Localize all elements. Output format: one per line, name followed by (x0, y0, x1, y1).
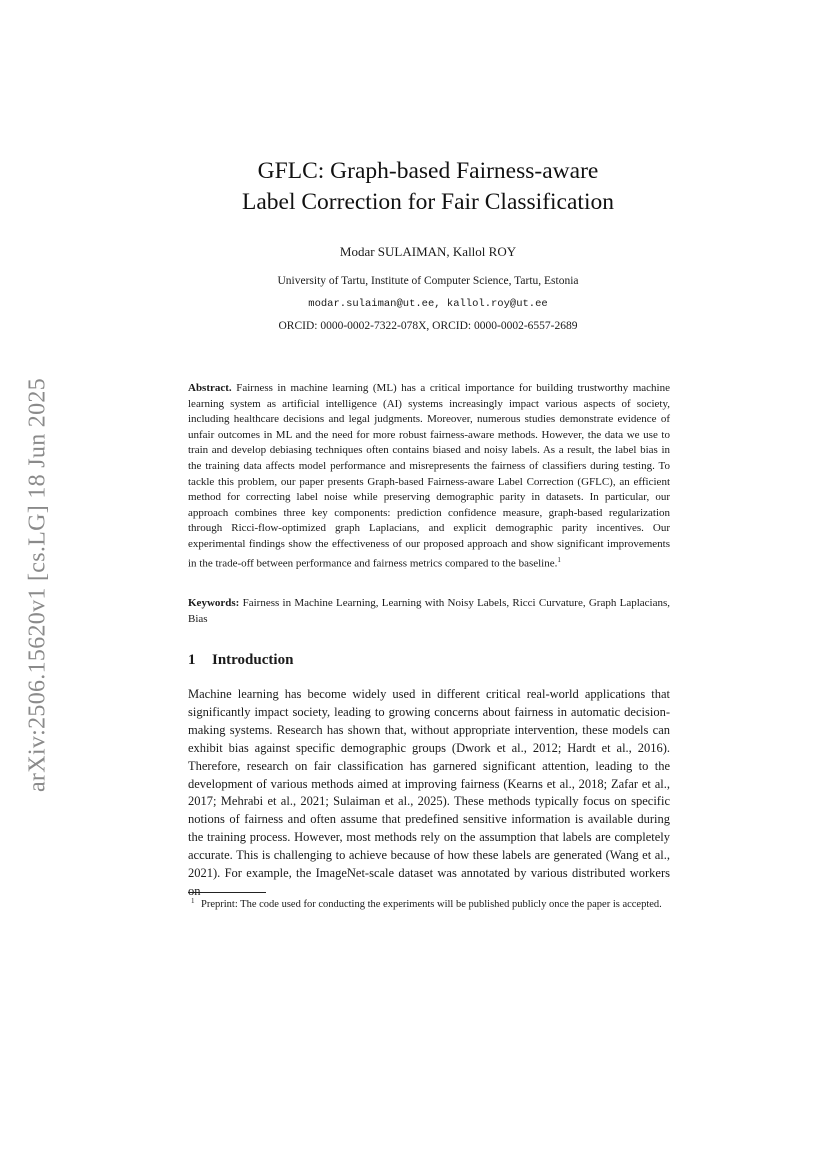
introduction-paragraph: Machine learning has become widely used in different critical real-world applications that significantly impact society, leading to growing concerns about fairness in automatic decision-making systems. Research has shown that, without appropriate intervention, these models can exhibit bias against specific demographic groups (Dwork et al., 2012; Hardt et al., 2016). Therefore, research on fair classification has garnered significant attention, leading to the development of various methods aimed at improving fairness (Kearns et al., 2018; Zafar et al., 2017; Mehrabi et al., 2021; Sulaiman et al., 2025). These methods typically focus on specific notions of fairness and often assume that predefined sensitive information is available during the training process. However, most methods rely on the assumption that labels are completely accurate. This is challenging to achieve because of how these labels are generated (Wang et al., 2021). For example, the ImageNet-scale dataset was annotated by various distributed workers on (188, 687, 670, 898)
footnote-mark: 1 (191, 897, 195, 905)
footnote-divider (188, 892, 266, 893)
title-line-1: GFLC: Graph-based Fairness-aware (257, 158, 599, 184)
author-orcid: ORCID: 0000-0002-7322-078X, ORCID: 0000-0002-6557-2689 (278, 320, 578, 332)
section-number: 1 (188, 652, 196, 668)
keywords (188, 596, 670, 627)
arxiv-sidebar (18, 340, 58, 830)
section-heading-introduction (188, 652, 293, 669)
keywords-text: Fairness in Machine Learning, Learning with Noisy Labels, Ricci Curvature, Graph Laplacians, Bias (188, 597, 670, 625)
paper-title (150, 156, 706, 218)
footnote-text: Preprint: The code used for conducting the experiments will be published publicly once the paper is accepted. (201, 899, 662, 910)
author-emails[interactable]: modar.sulaiman@ut.ee, kallol.roy@ut.ee (308, 298, 548, 310)
abstract (188, 381, 670, 572)
paper-affiliation: University of Tartu, Institute of Computer Science, Tartu, Estonia (277, 275, 579, 287)
keywords-label: Keywords: (188, 597, 240, 609)
arxiv-identifier: arXiv:2506.15620v1 [cs.LG] 18 Jun 2025 (24, 377, 51, 793)
abstract-text: Fairness in machine learning (ML) has a critical importance for building trustworthy machine learning system as artificial intelligence (AI) systems increasingly impact various aspects of society, including healthcare decisions and legal judgments. Moreover, numerous studies demonstrate evidence of unfair outcomes in ML and the need for more robust fairness-aware methods. However, the data we use to train and develop debiasing techniques often contains biased and noisy labels. As a result, the label bias in the training data affects model performance and misrepresents the fairness of classifiers during testing. To tackle this problem, our paper presents Graph-based Fairness-aware Label Correction (GFLC), an efficient method for correcting label noise while preserving demographic parity in datasets. In particular, our approach combines three key components: prediction confidence measure, graph-based regularization through Ricci-flow-optimized graph Laplacians, and explicit demographic parity incentives. Our experimental findings show the effectiveness of our proposed approach and show significant improvements in the trade-off between performance and fairness metrics compared to the baseline. (188, 382, 671, 570)
section-title: Introduction (212, 652, 294, 668)
title-line-2: Label Correction for Fair Classification (242, 189, 614, 215)
footnote (188, 897, 670, 912)
abstract-label: Abstract. (188, 382, 232, 394)
paper-authors: Modar SULAIMAN, Kallol ROY (339, 244, 517, 259)
abstract-footnote-mark[interactable]: 1 (557, 555, 561, 564)
